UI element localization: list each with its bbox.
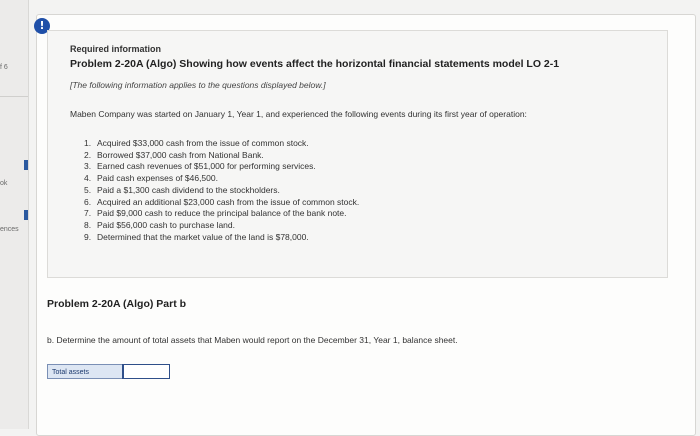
list-item: 6. Acquired an additional $23,000 cash from the issue of common stock. (84, 196, 360, 207)
list-item: 9. Determined that the market value of the land is $78,000. (84, 231, 309, 242)
problem-intro: Maben Company was started on January 1, Year 1, and experienced the following events during its first year of operation: (70, 109, 527, 119)
sidebar-item-label[interactable]: ences (0, 226, 19, 233)
part-title: Problem 2-20A (Algo) Part b (47, 298, 187, 310)
sidebar-item-label[interactable]: ok (0, 180, 8, 187)
sidebar-marker (24, 210, 28, 220)
left-nav-rail (0, 0, 29, 429)
list-item: 5. Paid a $1,300 cash dividend to the stockholders. (84, 184, 280, 195)
required-information-panel (47, 30, 668, 278)
total-assets-label: Total assets (47, 364, 122, 379)
instruction-note: [The following information applies to the questions displayed below.] (70, 80, 326, 90)
part-question: b. Determine the amount of total assets that Maben would report on the December 31, Year 1, balance sheet. (47, 335, 458, 345)
problem-title: Problem 2-20A (Algo) Showing how events affect the horizontal financial statements model LO 2-1 (70, 58, 560, 70)
list-item: 8. Paid $56,000 cash to purchase land. (84, 219, 235, 230)
required-info-label: Required information (70, 44, 162, 54)
list-item: 4. Paid cash expenses of $46,500. (84, 173, 218, 184)
total-assets-input[interactable] (122, 364, 170, 379)
answer-row (47, 364, 170, 379)
exclamation-alert-icon: ! (34, 18, 50, 34)
sidebar-item-label[interactable]: f 6 (0, 64, 8, 71)
sidebar-divider (0, 96, 28, 97)
sidebar-marker (24, 160, 28, 170)
list-item: 3. Earned cash revenues of $51,000 for performing services. (84, 161, 316, 172)
events-list (84, 138, 359, 243)
list-item: 1. Acquired $33,000 cash from the issue of common stock. (84, 138, 309, 148)
list-item: 2. Borrowed $37,000 cash from National Bank. (84, 149, 264, 160)
list-item: 7. Paid $9,000 cash to reduce the principal balance of the bank note. (84, 208, 347, 219)
